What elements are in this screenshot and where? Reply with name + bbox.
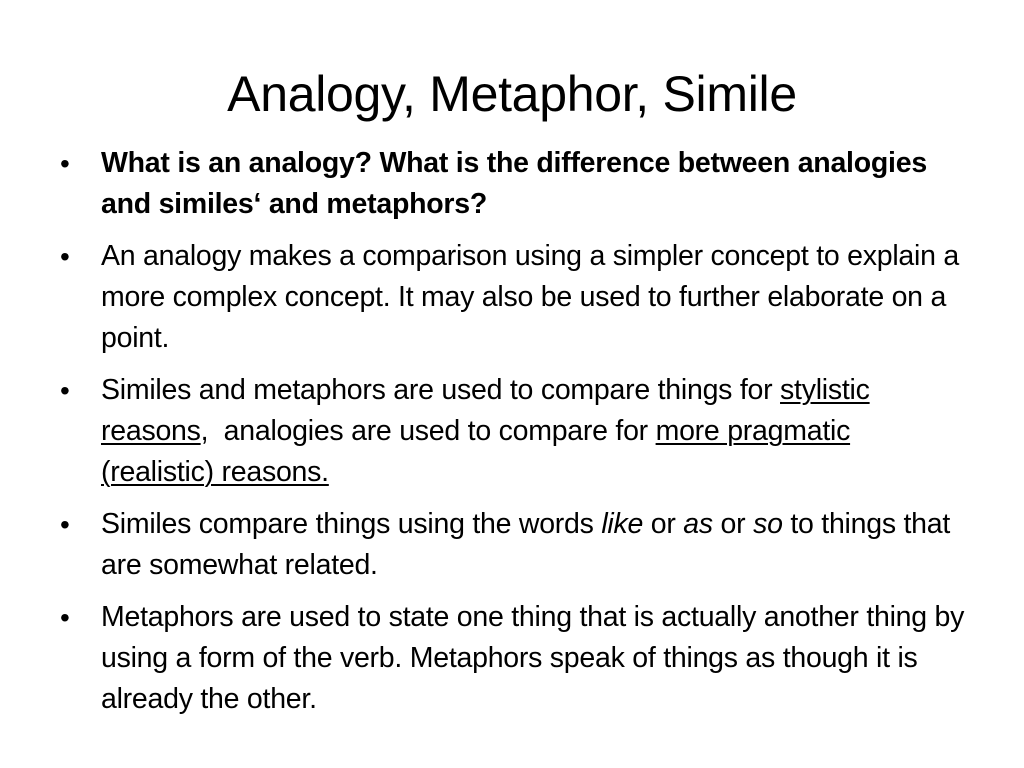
bullet-item-analogy-definition bbox=[56, 236, 966, 359]
bullet-text-part: or bbox=[712, 508, 754, 540]
bullet-dot-icon: • bbox=[60, 375, 70, 406]
bullet-dot-icon: • bbox=[60, 148, 70, 179]
bullet-text-part: Similes compare things using the words bbox=[101, 508, 602, 540]
bullet-text: An analogy makes a comparison using a simpler concept to explain a more complex concept. It may also be used to further elaborate on a point. bbox=[101, 240, 959, 354]
bullet-dot-icon: • bbox=[60, 241, 70, 272]
bullet-item-comparison-purpose bbox=[56, 370, 966, 493]
italic-word: like bbox=[601, 508, 644, 540]
bullet-item-question bbox=[56, 143, 966, 225]
underlined-phrase: stylistic reasons bbox=[101, 374, 870, 447]
italic-word: so bbox=[753, 508, 783, 540]
bullet-dot-icon: • bbox=[60, 509, 70, 540]
bullet-text-part: Similes and metaphors are used to compare things for bbox=[101, 374, 781, 406]
bullet-text: What is an analogy? What is the difference between analogies and similes‘ and metaphors? bbox=[101, 147, 927, 220]
bullet-text-part: or bbox=[643, 508, 684, 540]
underlined-phrase: more pragmatic (realistic) reasons. bbox=[101, 415, 851, 488]
bullet-dot-icon: • bbox=[60, 602, 70, 633]
bullet-list bbox=[56, 143, 966, 731]
bullet-text-part: to things that are somewhat related. bbox=[101, 508, 951, 581]
bullet-item-simile-definition bbox=[56, 504, 966, 586]
italic-word: as bbox=[683, 508, 713, 540]
bullet-item-metaphor-definition bbox=[56, 597, 966, 720]
bullet-text: Metaphors are used to state one thing that is actually another thing by using a form of the verb. Metaphors speak of things as though it is already the other. bbox=[101, 601, 965, 715]
bullet-text-part: , analogies are used to compare for bbox=[200, 415, 656, 447]
slide-title: Analogy, Metaphor, Simile bbox=[227, 66, 797, 122]
